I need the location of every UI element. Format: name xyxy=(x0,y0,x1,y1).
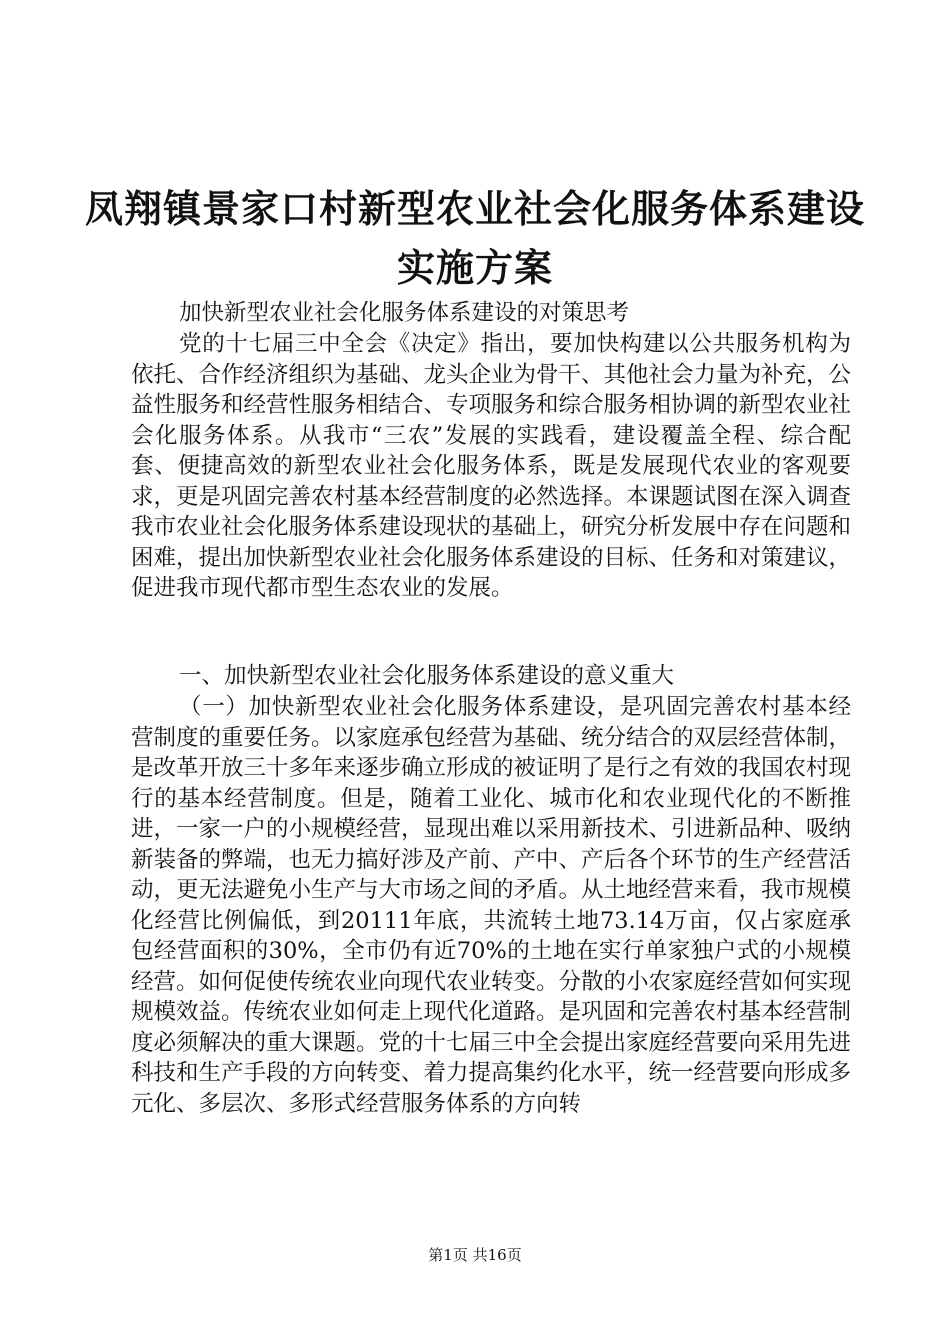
section-heading: 一、加快新型农业社会化服务体系建设的意义重大 xyxy=(179,663,675,689)
document-title-line-1: 凤翔镇景家口村新型农业社会化服务体系建设 xyxy=(84,186,865,231)
paragraph-intro: 党的十七届三中全会《决定》指出，要加快构建以公共服务机构为依托、合作经济组织为基础、龙头企业为骨干、其他社会力量为补充，公益性服务和经营性服务相结合、专项服务和综合服务相协调的新型农业社会化服务体系。从我市“三农”发展的实践看，建设覆盖全程、综合配套、便捷高效的新型农业社会化服务体系，既是发展现代农业的客观要求，更是巩固完善农村基本经营制度的必然选择。本课题试图在深入调查我市农业社会化服务体系建设现状的基础上，研究分析发展中存在问题和困难，提出加快新型农业社会化服务体系建设的目标、任务和对策建议，促进我市现代都市型生态农业的发展。 xyxy=(131,331,852,601)
document-title-line-2: 实施方案 xyxy=(396,245,553,290)
document-subtitle: 加快新型农业社会化服务体系建设的对策思考 xyxy=(179,300,630,326)
paragraph-section-1: （一）加快新型农业社会化服务体系建设，是巩固完善农村基本经营制度的重要任务。以家庭承包经营为基础、统分结合的双层经营体制，是改革开放三十多年来逐步确立形成的被证明了是行之有效的我国农村现行的基本经营制度。但是，随着工业化、城市化和农业现代化的不断推进，一家一户的小规模经营，显现出难以采用新技术、引进新品种、吸纳新装备的弊端，也无力搞好涉及产前、产中、产后各个环节的生产经营活动，更无法避免小生产与大市场之间的矛盾。从土地经营来看，我市规模化经营比例偏低，到20111年底，共流转土地73.14万亩，仅占家庭承包经营面积的30%，全市仍有近70%的土地在实行单家独户式的小规模经营。如何促使传统农业向现代农业转变。分散的小农家庭经营如何实现规模效益。传统农业如何走上现代化道路。是巩固和完善农村基本经营制度必须解决的重大课题。党的十七届三中全会提出家庭经营要向采用先进科技和生产手段的方向转变、着力提高集约化水平，统一经营要向形成多元化、多层次、多形式经营服务体系的方向转 xyxy=(131,694,852,1117)
page-number-footer: 第1页 共16页 xyxy=(428,1246,522,1264)
